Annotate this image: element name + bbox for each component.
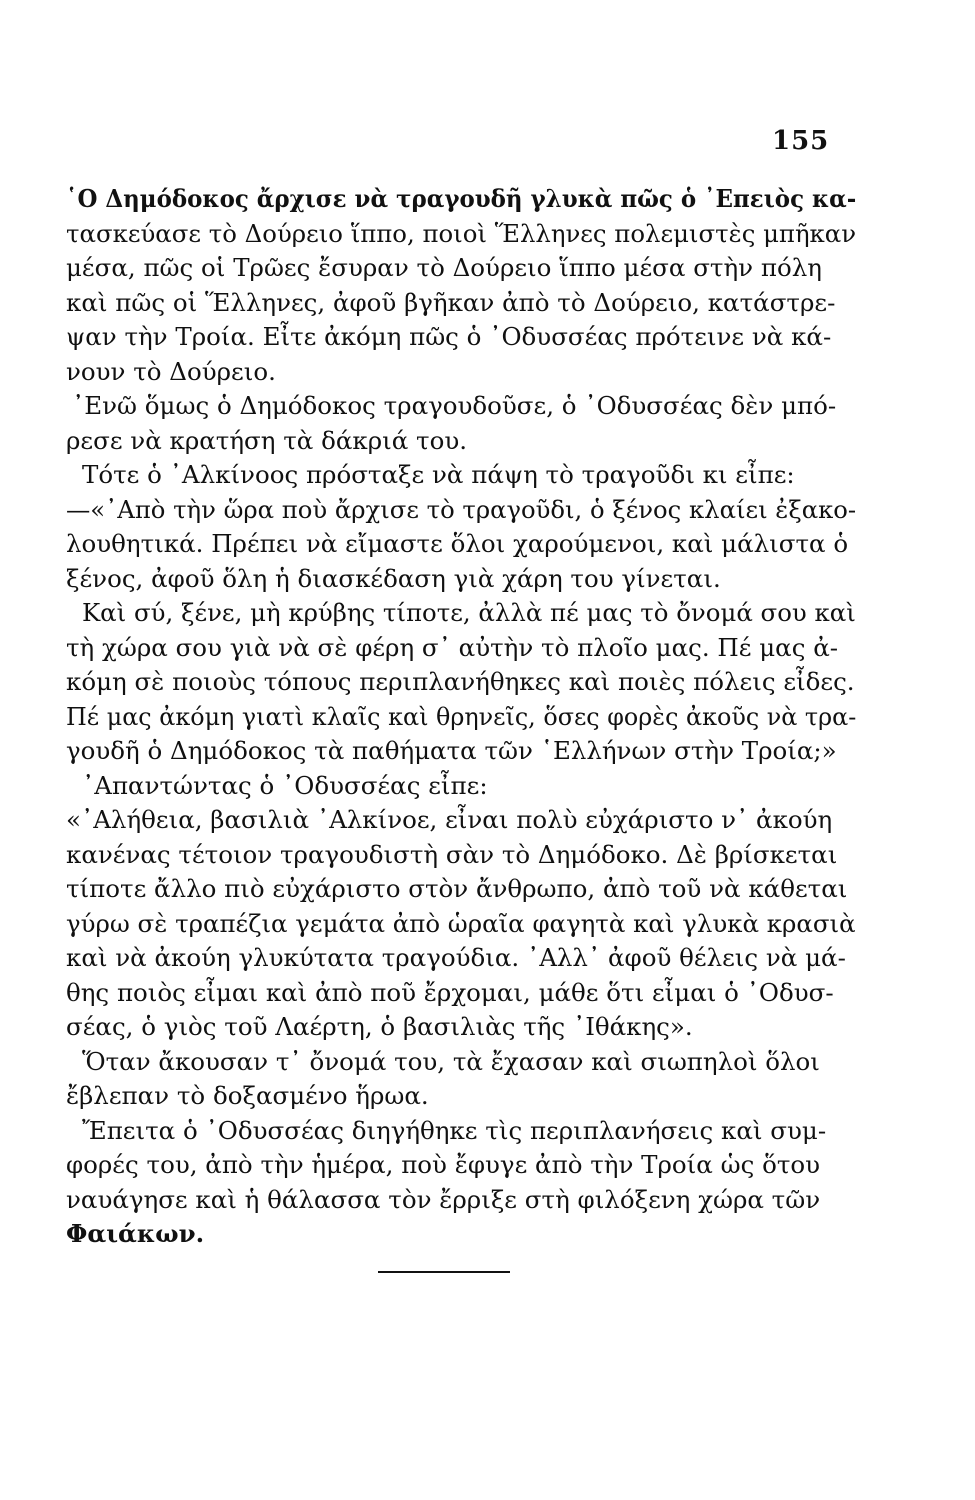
text-line: ψαν τὴν Τροία. Εἶτε ἀκόμη πῶς ὁ ᾿Οδυσσέας πρότεινε νὰ κά- [66, 322, 832, 351]
text-line: κανένας τέτοιον τραγουδιστὴ σὰν τὸ Δημόδοκο. Δὲ βρίσκεται [66, 839, 838, 869]
text-line: τασκεύασε τὸ Δούρειο ἵππο, ποιοὶ Ἕλληνες πολεμιστὲς μπῆκαν [66, 218, 857, 248]
text-line: θης ποιὸς εἶμαι καὶ ἀπὸ ποῦ ἔρχομαι, μάθε ὅτι εἶμαι ὁ ᾿Οδυσ- [66, 977, 834, 1007]
text-line: Ὅταν ἄκουσαν τ᾿ ὄνομά του, τὰ ἔχασαν καὶ σιωπηλοὶ ὅλοι [82, 1046, 820, 1076]
text-line: ἔβλεπαν τὸ δοξασμένο ἥρωα. [66, 1081, 429, 1110]
body-text [66, 182, 856, 1252]
text-line: νουν τὸ Δούρειο. [66, 356, 276, 386]
end-of-chapter-rule [378, 1271, 510, 1273]
text-line: ῾Ο Δημόδοκος ἄρχισε νὰ τραγουδῆ γλυκὰ πῶς ὁ ᾿Επειὸς κα- [66, 184, 857, 213]
page-number: 155 [772, 126, 830, 156]
text-line: Τότε ὁ ᾿Αλκίνοος πρόσταξε νὰ πάψη τὸ τραγοῦδι κι εἶπε: [82, 460, 795, 489]
text-line: «᾿Αλήθεια, βασιλιὰ ᾿Αλκίνοε, εἶναι πολὺ εὐχάριστο ν᾿ ἀκούη [66, 805, 833, 834]
text-line: Καὶ σύ, ξένε, μὴ κρύβης τίποτε, ἀλλὰ πέ μας τὸ ὄνομά σου καὶ [81, 598, 856, 627]
text-line: κόμη σὲ ποιοὺς τόπους περιπλανήθηκες καὶ ποιὲς πόλεις εἶδες. [66, 667, 855, 696]
text-line: μέσα, πῶς οἱ Τρῶες ἔσυραν τὸ Δούρειο ἵππο μέσα στὴν πόλη [66, 253, 822, 282]
text-line: τίποτε ἄλλο πιὸ εὐχάριστο στὸν ἄνθρωπο, ἀπὸ τοῦ νὰ κάθεται [66, 874, 848, 903]
text-line: ᾿Απαντώντας ὁ ᾿Οδυσσέας εἶπε: [82, 770, 488, 800]
text-line: Ἔπειτα ὁ ᾿Οδυσσέας διηγήθηκε τὶς περιπλανήσεις καὶ συμ- [82, 1115, 827, 1145]
text-line: σέας, ὁ γιὸς τοῦ Λαέρτη, ὁ βασιλιὰς τῆς ᾿Ιθάκης». [66, 1012, 693, 1041]
text-line: —«᾿Απὸ τὴν ὥρα ποὺ ἄρχισε τὸ τραγοῦδι, ὁ ξένος κλαίει ἐξακο- [66, 494, 857, 524]
text-line: ᾿Ενῶ ὅμως ὁ Δημόδοκος τραγουδοῦσε, ὁ ᾿Οδυσσέας δὲν μπό- [72, 391, 837, 420]
text-line: καὶ νὰ ἀκούη γλυκύτατα τραγούδια. ᾿Αλλ᾿ ἀφοῦ θέλεις νὰ μά- [66, 943, 846, 972]
text-line: καὶ πῶς οἱ Ἕλληνες, ἀφοῦ βγῆκαν ἀπὸ τὸ Δούρειο, κατάστρε- [66, 287, 836, 317]
text-line: ξένος, ἀφοῦ ὅλη ἡ διασκέδαση γιὰ χάρη του γίνεται. [66, 563, 721, 593]
text-line: λουθητικά. Πρέπει νὰ εἴμαστε ὅλοι χαρούμενοι, καὶ μάλιστα ὁ [66, 529, 849, 558]
text-line: τὴ χώρα σου γιὰ νὰ σὲ φέρη σ᾿ αὐτὴν τὸ πλοῖο μας. Πέ μας ἀ- [66, 632, 839, 662]
text-line: φορές του, ἀπὸ τὴν ἡμέρα, ποὺ ἔφυγε ἀπὸ τὴν Τροία ὡς ὅτου [66, 1150, 821, 1179]
text-line: Πέ μας ἀκόμη γιατὶ κλαῖς καὶ θρηνεῖς, ὅσες φορὲς ἀκοῦς νὰ τρα- [66, 701, 857, 731]
text-line: Φαιάκων. [66, 1219, 205, 1248]
text-line: γουδῆ ὁ Δημόδοκος τὰ παθήματα τῶν ῾Ελλήνων στὴν Τροία;» [66, 736, 837, 765]
text-line: γύρω σὲ τραπέζια γεμάτα ἀπὸ ὡραῖα φαγητὰ καὶ γλυκὰ κρασιὰ [66, 908, 856, 938]
text-line: ναυάγησε καὶ ἡ θάλασσα τὸν ἔρριξε στὴ φιλόξενη χώρα τῶν [66, 1184, 821, 1214]
text-line: ρεσε νὰ κρατήση τὰ δάκριά του. [66, 425, 468, 455]
